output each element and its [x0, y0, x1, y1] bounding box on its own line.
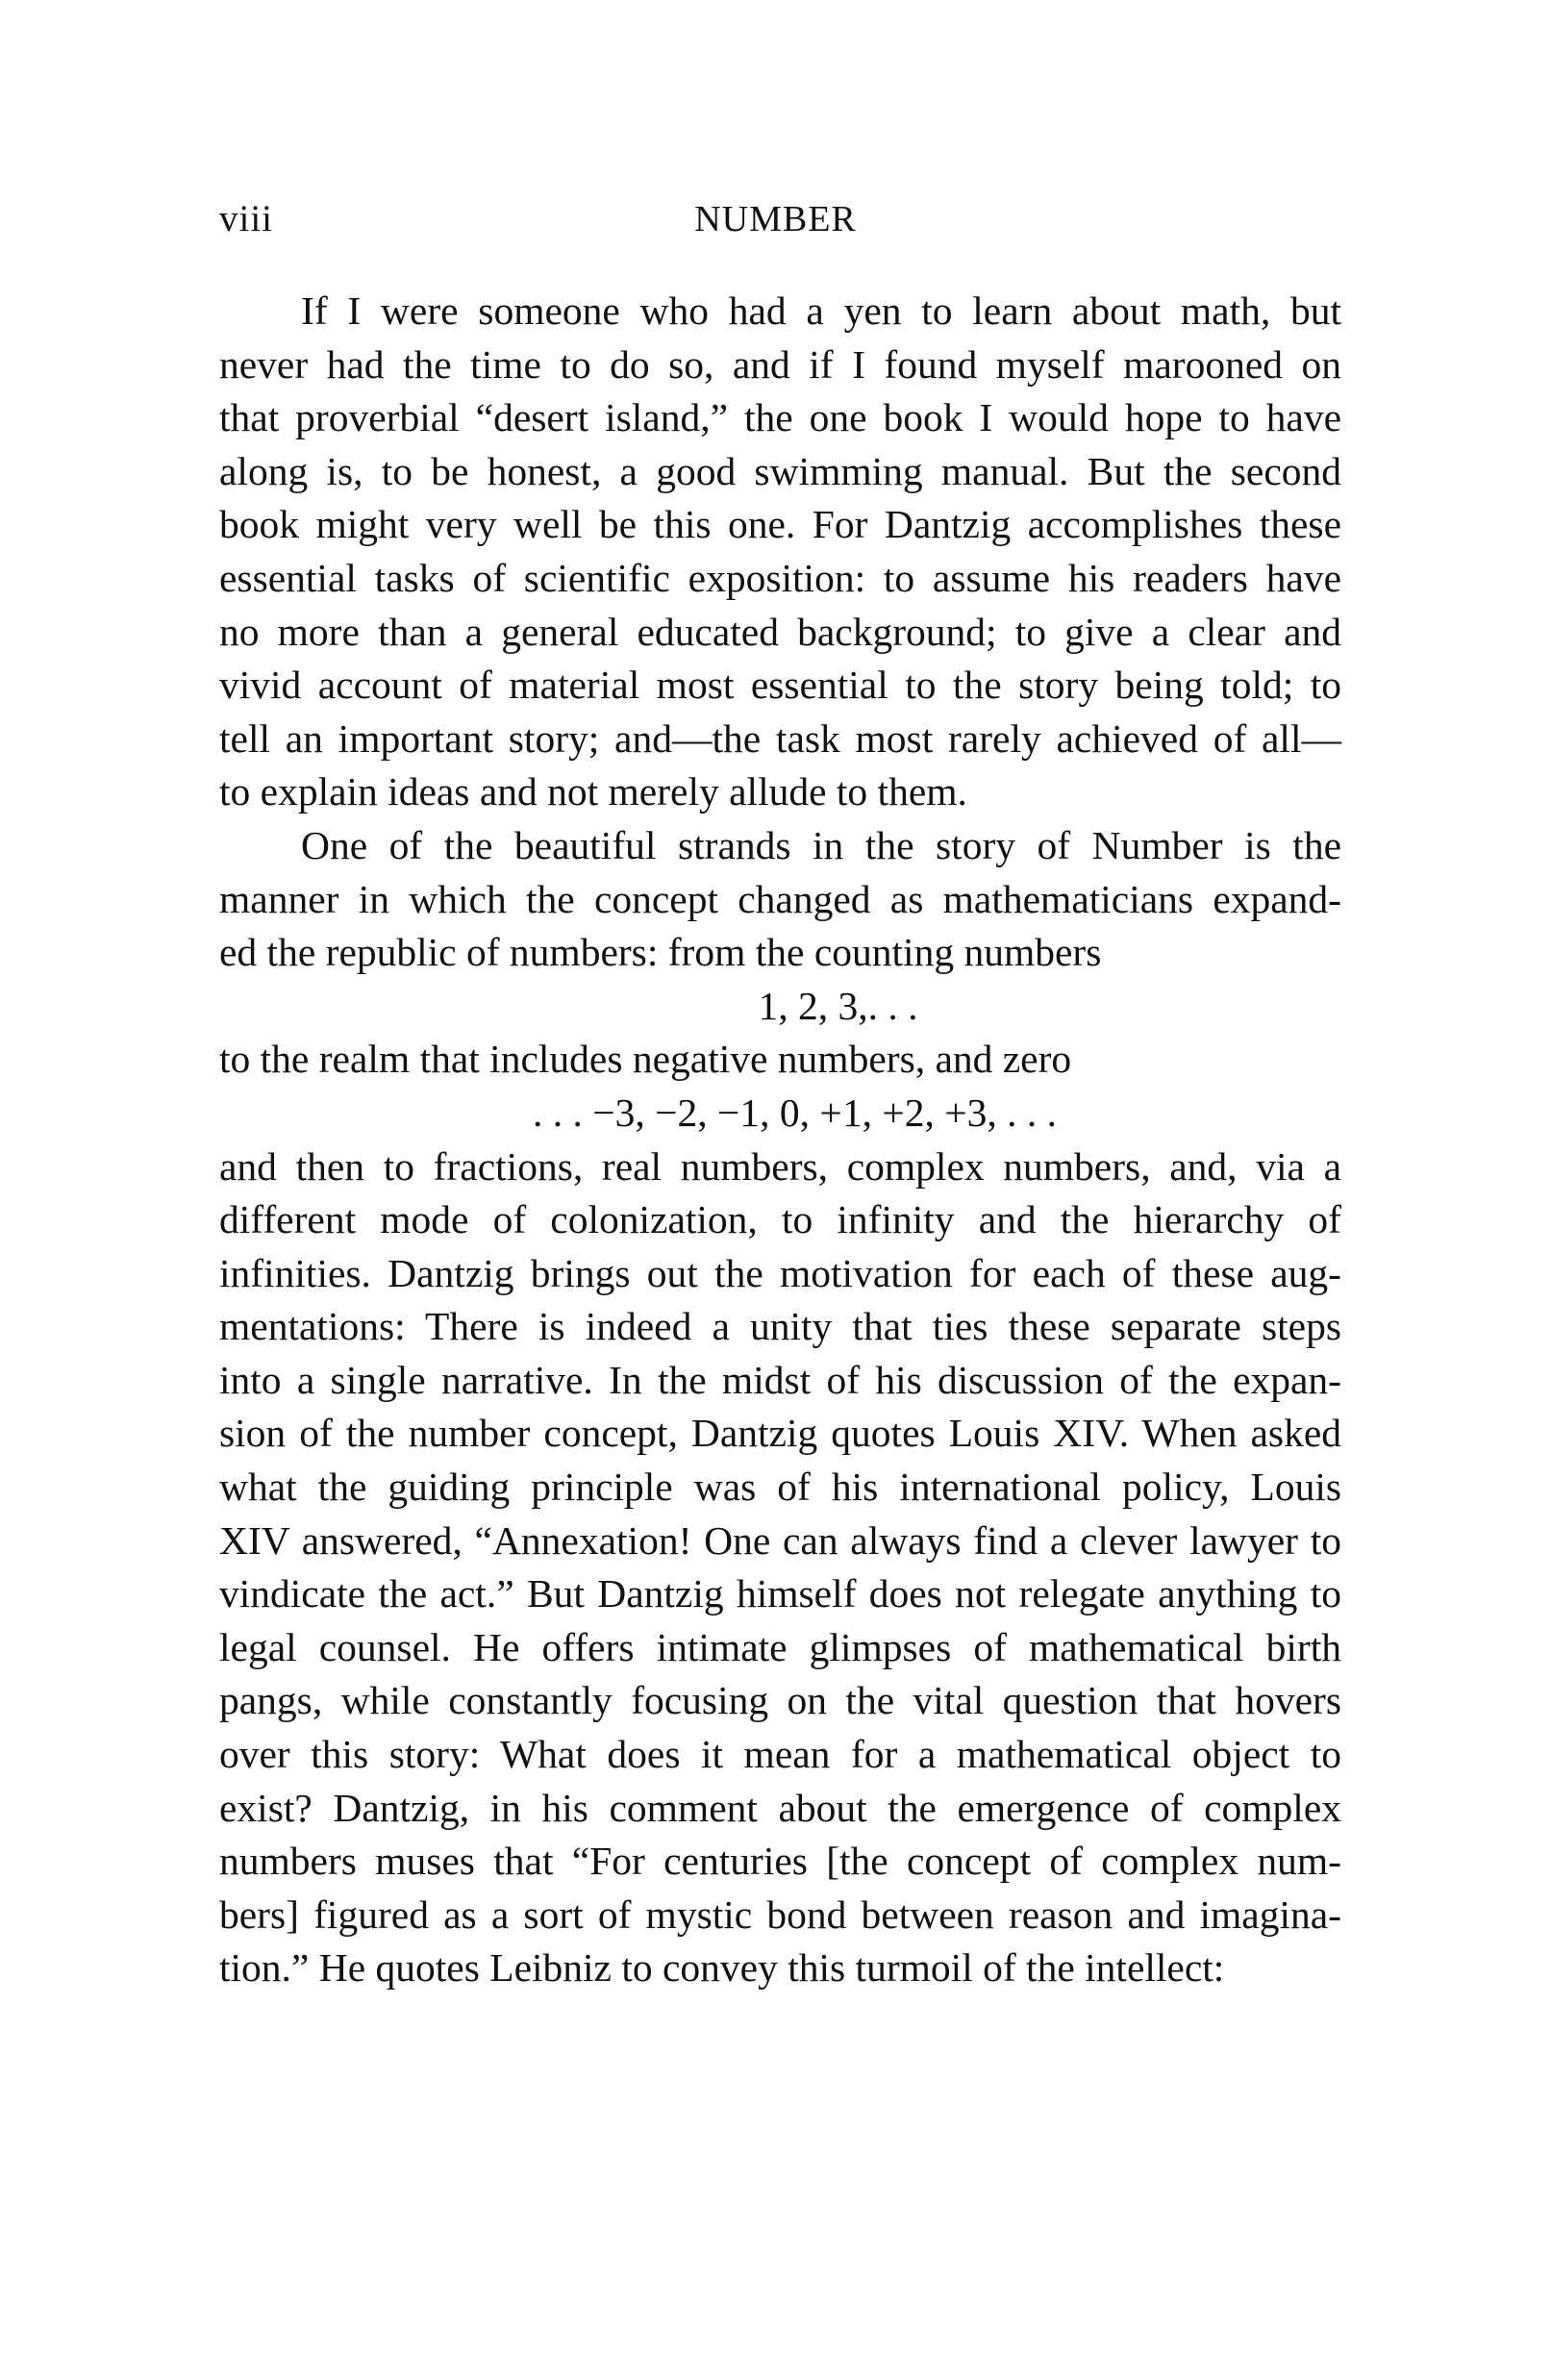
text-line: to explain ideas and not merely allude to them.	[219, 769, 967, 814]
text-line: along is, to be honest, a good swimming manual. But the second	[219, 448, 1341, 493]
text-line: bers] figured as a sort of mystic bond between reason and imagina-	[219, 1891, 1341, 1937]
running-title: NUMBER	[694, 199, 857, 239]
text-line: over this story: What does it mean for a mathematical object to	[219, 1732, 1341, 1777]
body-text	[219, 285, 1341, 1995]
text-line: never had the time to do so, and if I found myself marooned on	[219, 341, 1341, 387]
text-line: mentations: There is indeed a unity that ties these separate steps	[219, 1304, 1341, 1349]
text-line: One of the beautiful strands in the story of Number is the	[301, 822, 1341, 867]
text-line: tell an important story; and—the task most rarely achieved of all—	[219, 715, 1341, 761]
text-line: tion.” He quotes Leibniz to convey this turmoil of the intellect:	[219, 1945, 1225, 1991]
text-line: book might very well be this one. For Dantzig accomplishes these	[219, 502, 1341, 547]
text-line: pangs, while constantly focusing on the vital question that hovers	[219, 1678, 1341, 1723]
text-line: If I were someone who had a yen to learn about math, but	[301, 288, 1341, 333]
text-line: infinities. Dantzig brings out the motivation for each of these aug-	[219, 1250, 1341, 1295]
text-line: different mode of colonization, to infinity and the hierarchy of	[219, 1197, 1341, 1242]
page-number: viii	[219, 198, 274, 239]
text-line: no more than a general educated background; to give a clear and	[219, 609, 1341, 654]
text-line: to the realm that includes negative numbers, and zero	[219, 1037, 1072, 1082]
text-line: into a single narrative. In the midst of his discussion of the expan-	[219, 1357, 1341, 1402]
text-line: ed the republic of numbers: from the counting numbers	[219, 930, 1102, 975]
text-line: legal counsel. He offers intimate glimpses of mathematical birth	[219, 1624, 1341, 1669]
text-line: vindicate the act.” But Dantzig himself does not relegate anything to	[219, 1571, 1341, 1616]
text-line: manner in which the concept changed as mathematicians expand-	[219, 876, 1341, 921]
integers-sequence: . . . −3, −2, −1, 0, +1, +2, +3, . . .	[532, 1090, 1058, 1135]
counting-numbers-sequence: 1, 2, 3,. . .	[758, 983, 918, 1028]
text-line: essential tasks of scientific exposition: to assume his readers have	[219, 555, 1341, 600]
text-line: numbers muses that “For centuries [the concept of complex num-	[219, 1839, 1341, 1884]
text-line: that proverbial “desert island,” the one book I would hope to have	[219, 395, 1341, 440]
text-line: vivid account of material most essential to the story being told; to	[219, 663, 1341, 708]
text-line: what the guiding principle was of his international policy, Louis	[219, 1465, 1341, 1510]
running-head	[0, 195, 1551, 243]
text-line: XIV answered, “Annexation! One can always find a clever lawyer to	[219, 1517, 1341, 1563]
text-line: and then to fractions, real numbers, complex numbers, and, via a	[219, 1143, 1341, 1189]
text-line: exist? Dantzig, in his comment about the emergence of complex	[219, 1785, 1341, 1830]
text-line: sion of the number concept, Dantzig quotes Louis XIV. When asked	[219, 1411, 1341, 1456]
